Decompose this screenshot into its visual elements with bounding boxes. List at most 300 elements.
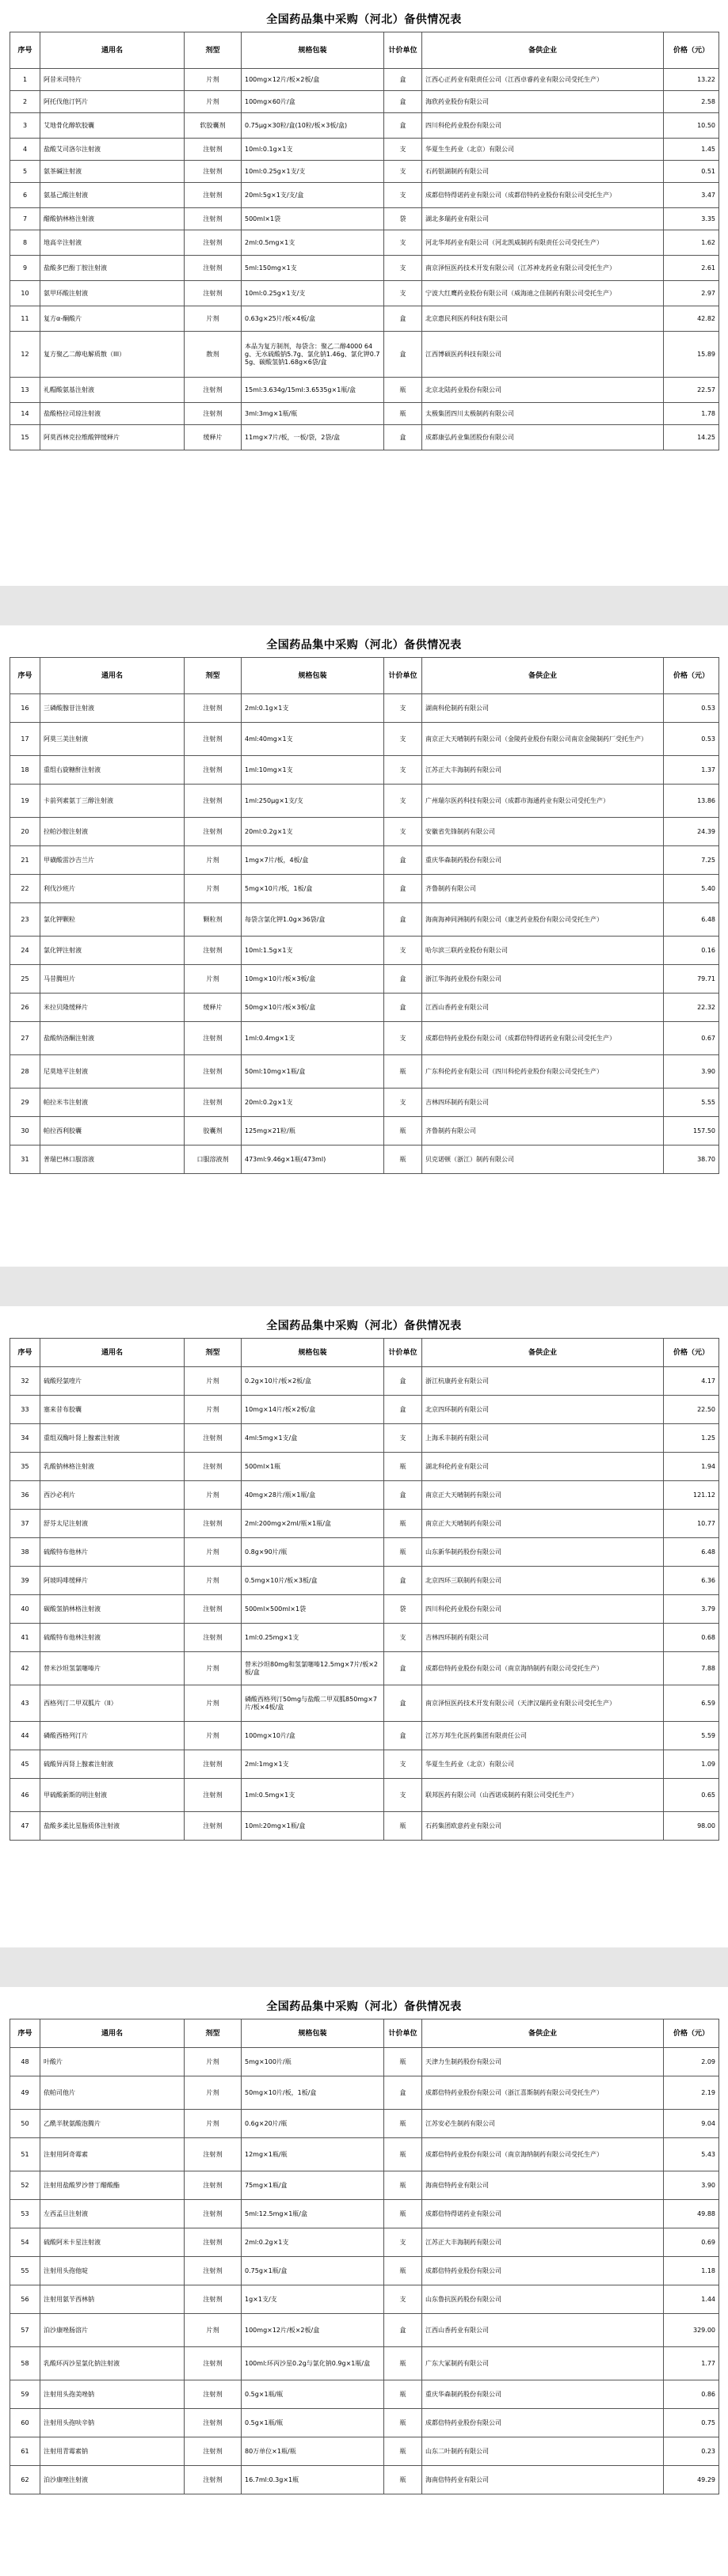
- cell-spec: 0.6g×20片/瓶: [242, 2110, 384, 2138]
- table-row: [10, 230, 719, 256]
- cell-form: 片剂: [185, 965, 242, 994]
- cell-form: 软胶囊剂: [185, 113, 242, 139]
- cell-spec: 1ml:250μg×1支/支: [242, 785, 384, 818]
- cell-price: 98.00: [664, 1812, 719, 1841]
- cell-price: 24.39: [664, 818, 719, 846]
- cell-spec: 10ml:20mg×1瓶/盒: [242, 1812, 384, 1841]
- cell-company: 石药集团欧意药业有限公司: [422, 1812, 664, 1841]
- cell-spec: 1ml:0.5mg×1支: [242, 1779, 384, 1812]
- cell-unit: 支: [384, 1750, 422, 1779]
- cell-name: 硫酸羟氯喹片: [40, 1367, 185, 1396]
- table-row: [10, 1779, 719, 1812]
- cell-unit: 盒: [384, 69, 422, 91]
- table-row: [10, 2200, 719, 2228]
- cell-no: 32: [10, 1367, 40, 1396]
- cell-company: 北京北陆药业股份有限公司: [422, 378, 664, 403]
- column-header-unit: 计价单位: [384, 2019, 422, 2048]
- cell-name: 泊沙康唑肠溶片: [40, 2314, 185, 2347]
- cell-no: 60: [10, 2409, 40, 2437]
- cell-name: 帕拉米韦注射液: [40, 1089, 185, 1117]
- cell-name: 盐酸艾司洛尔注射液: [40, 139, 185, 161]
- table-row: [10, 1146, 719, 1174]
- cell-name: 氯化钾颗粒: [40, 903, 185, 937]
- table-row: [10, 785, 719, 818]
- cell-price: 1.25: [664, 1424, 719, 1453]
- cell-form: 注射剂: [185, 1022, 242, 1055]
- cell-unit: 盒: [384, 994, 422, 1022]
- cell-spec: 100mg×12片/板×2板/盒: [242, 2314, 384, 2347]
- column-header-name: 通用名: [40, 1339, 185, 1367]
- cell-no: 12: [10, 332, 40, 378]
- column-header-price: 价格（元）: [664, 2019, 719, 2048]
- cell-price: 0.16: [664, 937, 719, 965]
- cell-name: 米拉贝隆缓释片: [40, 994, 185, 1022]
- cell-form: 注射剂: [185, 1779, 242, 1812]
- table-row: [10, 1510, 719, 1538]
- cell-name: 碳酸氢钠林格注射液: [40, 1595, 185, 1624]
- cell-no: 56: [10, 2285, 40, 2314]
- cell-form: 注射剂: [185, 183, 242, 208]
- cell-spec: 100mg×60片/盒: [242, 91, 384, 113]
- cell-form: 注射剂: [185, 2200, 242, 2228]
- cell-no: 58: [10, 2347, 40, 2380]
- cell-company: 成都倍特得诺药业有限公司（成都倍特药业股份有限公司受托生产）: [422, 183, 664, 208]
- cell-unit: 瓶: [384, 2138, 422, 2171]
- cell-spec: 20ml:0.2g×1支: [242, 1089, 384, 1117]
- cell-form: 片剂: [185, 69, 242, 91]
- cell-company: 成都倍特药业股份有限公司（南京海纳制药有限公司受托生产）: [422, 1652, 664, 1685]
- cell-form: 注射剂: [185, 2228, 242, 2257]
- cell-company: 山东鲁抗医药股份有限公司: [422, 2285, 664, 2314]
- cell-unit: 瓶: [384, 2466, 422, 2494]
- cell-name: 阿坡吗啡缓释片: [40, 1567, 185, 1595]
- cell-price: 13.22: [664, 69, 719, 91]
- cell-no: 21: [10, 846, 40, 875]
- table-row: [10, 965, 719, 994]
- cell-spec: 80万单位×1瓶/瓶: [242, 2437, 384, 2466]
- cell-name: 拉帕沙胺注射液: [40, 818, 185, 846]
- cell-spec: 500ml×500ml×1袋: [242, 1595, 384, 1624]
- cell-price: 121.12: [664, 1481, 719, 1510]
- cell-unit: 盒: [384, 875, 422, 903]
- cell-name: 艾地骨化醇软胶囊: [40, 113, 185, 139]
- cell-no: 30: [10, 1117, 40, 1146]
- cell-no: 61: [10, 2437, 40, 2466]
- cell-name: 注射用氨苄西林钠: [40, 2285, 185, 2314]
- column-header-price: 价格（元）: [664, 1339, 719, 1367]
- cell-company: 南京正大天晴制药有限公司: [422, 1481, 664, 1510]
- table-row: [10, 1624, 719, 1652]
- cell-unit: 盒: [384, 113, 422, 139]
- cell-no: 48: [10, 2048, 40, 2076]
- cell-no: 39: [10, 1567, 40, 1595]
- cell-no: 8: [10, 230, 40, 256]
- cell-company: 山东新华制药股份有限公司: [422, 1538, 664, 1567]
- cell-name: 地高辛注射液: [40, 230, 185, 256]
- cell-price: 14.25: [664, 425, 719, 450]
- cell-price: 15.89: [664, 332, 719, 378]
- table-row: [10, 332, 719, 378]
- cell-price: 9.04: [664, 2110, 719, 2138]
- cell-no: 53: [10, 2200, 40, 2228]
- cell-price: 5.55: [664, 1089, 719, 1117]
- cell-spec: 0.75μg×30粒/盒(10粒/板×3板/盒): [242, 113, 384, 139]
- cell-price: 6.36: [664, 1567, 719, 1595]
- column-header-company: 备供企业: [422, 658, 664, 694]
- table-row: [10, 1722, 719, 1750]
- cell-unit: 盒: [384, 425, 422, 450]
- cell-spec: 0.75g×1瓶/盒: [242, 2257, 384, 2285]
- cell-unit: 瓶: [384, 2380, 422, 2409]
- cell-form: 颗粒剂: [185, 903, 242, 937]
- cell-unit: 支: [384, 1779, 422, 1812]
- column-header-name: 通用名: [40, 32, 185, 69]
- cell-company: 华夏生生药业（北京）有限公司: [422, 139, 664, 161]
- cell-unit: 支: [384, 2285, 422, 2314]
- cell-form: 注射剂: [185, 2285, 242, 2314]
- cell-price: 79.71: [664, 965, 719, 994]
- cell-spec: 0.63g×25片/板×4板/盒: [242, 306, 384, 332]
- cell-spec: 5ml:150mg×1支: [242, 256, 384, 281]
- cell-company: 北京惠民利医药科技有限公司: [422, 306, 664, 332]
- cell-price: 0.67: [664, 1022, 719, 1055]
- column-header-unit: 计价单位: [384, 658, 422, 694]
- cell-unit: 瓶: [384, 1538, 422, 1567]
- cell-price: 3.35: [664, 208, 719, 230]
- cell-form: 注射剂: [185, 2437, 242, 2466]
- cell-no: 18: [10, 756, 40, 785]
- cell-price: 49.29: [664, 2466, 719, 2494]
- cell-form: 注射剂: [185, 403, 242, 425]
- cell-spec: 4ml:40mg×1支: [242, 723, 384, 756]
- cell-price: 49.88: [664, 2200, 719, 2228]
- cell-form: 注射剂: [185, 1510, 242, 1538]
- cell-name: 乙酰半胱氨酸泡腾片: [40, 2110, 185, 2138]
- cell-name: 硫酸阿米卡星注射液: [40, 2228, 185, 2257]
- cell-form: 注射剂: [185, 1089, 242, 1117]
- cell-form: 缓释片: [185, 425, 242, 450]
- cell-no: 40: [10, 1595, 40, 1624]
- column-header-no: 序号: [10, 658, 40, 694]
- cell-spec: 1mg×7片/板，4板/盒: [242, 846, 384, 875]
- cell-no: 6: [10, 183, 40, 208]
- cell-form: 注射剂: [185, 785, 242, 818]
- cell-form: 注射剂: [185, 139, 242, 161]
- cell-company: 江苏万邦生化医药集团有限责任公司: [422, 1722, 664, 1750]
- cell-price: 0.75: [664, 2409, 719, 2437]
- table-row: [10, 903, 719, 937]
- column-header-price: 价格（元）: [664, 32, 719, 69]
- cell-company: 成都倍特药业股份有限公司（南京海纳制药有限公司受托生产）: [422, 2138, 664, 2171]
- cell-spec: 100ml:环丙沙星0.2g与氯化钠0.9g×1瓶/盒: [242, 2347, 384, 2380]
- cell-spec: 0.5mg×10片/板×3板/盒: [242, 1567, 384, 1595]
- cell-company: 南京泽恒医药技术开发有限公司（天津汉瑞药业有限公司受托生产）: [422, 1685, 664, 1722]
- cell-company: 湖北科伦药业有限公司: [422, 1453, 664, 1481]
- table-row: [10, 1424, 719, 1453]
- page-divider: [0, 1267, 728, 1306]
- cell-name: 注射用头孢美唑钠: [40, 2380, 185, 2409]
- cell-company: 齐鲁制药有限公司: [422, 875, 664, 903]
- cell-company: 北京四环制药有限公司: [422, 1396, 664, 1424]
- cell-spec: 11mg×7片/板，一板/袋，2袋/盒: [242, 425, 384, 450]
- cell-no: 34: [10, 1424, 40, 1453]
- cell-name: 西沙必利片: [40, 1481, 185, 1510]
- cell-form: 注射剂: [185, 256, 242, 281]
- cell-no: 15: [10, 425, 40, 450]
- cell-spec: 每袋含氯化钾1.0g×36袋/盒: [242, 903, 384, 937]
- supply-table: [10, 32, 719, 450]
- cell-company: 成都倍特得诺药业有限公司: [422, 2200, 664, 2228]
- cell-unit: 盒: [384, 306, 422, 332]
- cell-name: 硫酸特布他林片: [40, 1538, 185, 1567]
- cell-name: 阿莫三美注射液: [40, 723, 185, 756]
- table-row: [10, 2076, 719, 2110]
- cell-price: 22.57: [664, 378, 719, 403]
- cell-name: 马昔腾坦片: [40, 965, 185, 994]
- cell-no: 41: [10, 1624, 40, 1652]
- cell-form: 注射剂: [185, 1624, 242, 1652]
- table-section: [0, 1306, 728, 1947]
- cell-company: 北京四环三联制药有限公司: [422, 1567, 664, 1595]
- column-header-price: 价格（元）: [664, 658, 719, 694]
- cell-spec: 0.8g×90片/瓶: [242, 1538, 384, 1567]
- cell-unit: 盒: [384, 1396, 422, 1424]
- table-row: [10, 281, 719, 306]
- cell-no: 25: [10, 965, 40, 994]
- cell-price: 3.90: [664, 1055, 719, 1089]
- cell-price: 22.50: [664, 1396, 719, 1424]
- cell-form: 片剂: [185, 1481, 242, 1510]
- cell-no: 29: [10, 1089, 40, 1117]
- table-row: [10, 2138, 719, 2171]
- cell-price: 1.45: [664, 139, 719, 161]
- cell-company: 海南海神同洲制药有限公司（康芝药业股份有限公司受托生产）: [422, 903, 664, 937]
- cell-name: 盐酸多柔比星脂质体注射液: [40, 1812, 185, 1841]
- cell-company: 江苏正大丰海制药有限公司: [422, 756, 664, 785]
- cell-name: 西格列汀二甲双胍片（II）: [40, 1685, 185, 1722]
- table-row: [10, 1652, 719, 1685]
- cell-spec: 2ml:0.5mg×1支: [242, 230, 384, 256]
- cell-price: 4.17: [664, 1367, 719, 1396]
- cell-spec: 1ml:10mg×1支: [242, 756, 384, 785]
- column-header-unit: 计价单位: [384, 32, 422, 69]
- cell-form: 片剂: [185, 1538, 242, 1567]
- table-row: [10, 1595, 719, 1624]
- cell-spec: 4ml:5mg×1支/盒: [242, 1424, 384, 1453]
- cell-spec: 500ml×1瓶: [242, 1453, 384, 1481]
- section-title: 全国药品集中采购（河北）备供情况表: [266, 1320, 462, 1332]
- cell-no: 46: [10, 1779, 40, 1812]
- cell-spec: 5ml:12.5mg×1瓶/盒: [242, 2200, 384, 2228]
- cell-form: 注射剂: [185, 230, 242, 256]
- cell-spec: 15ml:3.634g/15ml:3.6535g×1瓶/盒: [242, 378, 384, 403]
- cell-spec: 0.2g×10片/板×2板/盒: [242, 1367, 384, 1396]
- column-header-no: 序号: [10, 2019, 40, 2048]
- cell-form: 注射剂: [185, 723, 242, 756]
- cell-price: 2.58: [664, 91, 719, 113]
- cell-name: 注射用青霉素钠: [40, 2437, 185, 2466]
- cell-spec: 50ml:10mg×1瓶/盒: [242, 1055, 384, 1089]
- table-row: [10, 91, 719, 113]
- cell-unit: 盒: [384, 1567, 422, 1595]
- column-header-form: 剂型: [185, 2019, 242, 2048]
- cell-form: 片剂: [185, 1652, 242, 1685]
- cell-unit: 瓶: [384, 2200, 422, 2228]
- cell-price: 1.44: [664, 2285, 719, 2314]
- cell-no: 36: [10, 1481, 40, 1510]
- cell-form: 注射剂: [185, 1595, 242, 1624]
- cell-unit: 支: [384, 1424, 422, 1453]
- cell-spec: 替米沙坦80mg和氢氯噻嗪12.5mg×7片/板×2板/盒: [242, 1652, 384, 1685]
- cell-price: 0.51: [664, 161, 719, 183]
- table-row: [10, 1481, 719, 1510]
- cell-name: 普瑞巴林口服溶液: [40, 1146, 185, 1174]
- cell-price: 10.50: [664, 113, 719, 139]
- cell-spec: 2ml:0.2g×1支: [242, 2228, 384, 2257]
- cell-no: 10: [10, 281, 40, 306]
- table-row: [10, 818, 719, 846]
- cell-price: 5.59: [664, 1722, 719, 1750]
- cell-no: 51: [10, 2138, 40, 2171]
- cell-no: 57: [10, 2314, 40, 2347]
- cell-name: 磷酸西格列汀片: [40, 1722, 185, 1750]
- cell-price: 13.86: [664, 785, 719, 818]
- cell-price: 1.18: [664, 2257, 719, 2285]
- cell-name: 注射用头孢他啶: [40, 2257, 185, 2285]
- cell-form: 注射剂: [185, 2347, 242, 2380]
- cell-no: 5: [10, 161, 40, 183]
- cell-spec: 1g×1支/支: [242, 2285, 384, 2314]
- cell-name: 醋酸钠林格注射液: [40, 208, 185, 230]
- column-header-no: 序号: [10, 1339, 40, 1367]
- cell-spec: 100mg×12片/板×2板/盒: [242, 69, 384, 91]
- cell-name: 礼帽酸氨基注射液: [40, 378, 185, 403]
- cell-spec: 473ml:9.46g×1瓶(473ml): [242, 1146, 384, 1174]
- cell-no: 17: [10, 723, 40, 756]
- cell-name: 硫酸异丙肾上腺素注射液: [40, 1750, 185, 1779]
- cell-unit: 瓶: [384, 1055, 422, 1089]
- cell-price: 7.88: [664, 1652, 719, 1685]
- cell-no: 24: [10, 937, 40, 965]
- table-row: [10, 2314, 719, 2347]
- table-header-row: [10, 658, 719, 694]
- table-row: [10, 2228, 719, 2257]
- cell-company: 江西博硕医药科技有限公司: [422, 332, 664, 378]
- cell-name: 利伐沙班片: [40, 875, 185, 903]
- cell-company: 安徽省先锋制药有限公司: [422, 818, 664, 846]
- cell-no: 4: [10, 139, 40, 161]
- cell-name: 注射用盐酸罗沙替丁醋酸酯: [40, 2171, 185, 2200]
- cell-price: 3.90: [664, 2171, 719, 2200]
- cell-price: 42.82: [664, 306, 719, 332]
- cell-price: 0.53: [664, 694, 719, 723]
- cell-price: 1.37: [664, 756, 719, 785]
- cell-name: 卡前列素氨丁三醇注射液: [40, 785, 185, 818]
- table-row: [10, 1538, 719, 1567]
- cell-company: 四川科伦药业股份有限公司: [422, 113, 664, 139]
- cell-form: 注射剂: [185, 161, 242, 183]
- cell-form: 片剂: [185, 846, 242, 875]
- cell-unit: 瓶: [384, 403, 422, 425]
- cell-price: 3.79: [664, 1595, 719, 1624]
- column-header-name: 通用名: [40, 2019, 185, 2048]
- cell-spec: 50mg×10片/板×3板/盒: [242, 994, 384, 1022]
- cell-company: 成都倍特药业股份有限公司（浙江喜斯制药有限公司受托生产）: [422, 2076, 664, 2110]
- cell-price: 22.32: [664, 994, 719, 1022]
- cell-price: 5.43: [664, 2138, 719, 2171]
- cell-price: 7.25: [664, 846, 719, 875]
- cell-price: 2.61: [664, 256, 719, 281]
- cell-spec: 10ml:1.5g×1支: [242, 937, 384, 965]
- cell-no: 35: [10, 1453, 40, 1481]
- cell-unit: 支: [384, 1089, 422, 1117]
- table-row: [10, 403, 719, 425]
- table-row: [10, 994, 719, 1022]
- table-row: [10, 1055, 719, 1089]
- cell-form: 注射剂: [185, 818, 242, 846]
- cell-company: 山东二叶制药有限公司: [422, 2437, 664, 2466]
- cell-unit: 瓶: [384, 2171, 422, 2200]
- cell-form: 片剂: [185, 875, 242, 903]
- table-row: [10, 113, 719, 139]
- cell-company: 宁波大红鹰药业股份有限公司（威海迪之佳制药有限公司受托生产）: [422, 281, 664, 306]
- cell-company: 南京正大天晴制药有限公司: [422, 1510, 664, 1538]
- table-row: [10, 2257, 719, 2285]
- cell-price: 0.65: [664, 1779, 719, 1812]
- cell-no: 62: [10, 2466, 40, 2494]
- cell-price: 1.09: [664, 1750, 719, 1779]
- cell-unit: 盒: [384, 91, 422, 113]
- cell-price: 1.94: [664, 1453, 719, 1481]
- cell-form: 注射剂: [185, 2380, 242, 2409]
- cell-price: 0.53: [664, 723, 719, 756]
- cell-unit: 盒: [384, 332, 422, 378]
- cell-company: 海南倍特药业有限公司: [422, 2466, 664, 2494]
- cell-unit: 支: [384, 756, 422, 785]
- cell-no: 37: [10, 1510, 40, 1538]
- cell-form: 片剂: [185, 1567, 242, 1595]
- cell-unit: 盒: [384, 2076, 422, 2110]
- cell-no: 43: [10, 1685, 40, 1722]
- cell-company: 天津力生制药股份有限公司: [422, 2048, 664, 2076]
- cell-name: 硫酸特布他林注射液: [40, 1624, 185, 1652]
- table-section: [0, 625, 728, 1267]
- table-section: [0, 0, 728, 586]
- cell-no: 19: [10, 785, 40, 818]
- cell-no: 38: [10, 1538, 40, 1567]
- cell-price: 5.40: [664, 875, 719, 903]
- cell-form: 注射剂: [185, 2171, 242, 2200]
- table-row: [10, 161, 719, 183]
- cell-name: 注射用头孢呋辛钠: [40, 2409, 185, 2437]
- cell-form: 片剂: [185, 1367, 242, 1396]
- cell-form: 注射剂: [185, 281, 242, 306]
- cell-company: 湖北多瑞药业有限公司: [422, 208, 664, 230]
- cell-no: 45: [10, 1750, 40, 1779]
- cell-no: 27: [10, 1022, 40, 1055]
- cell-name: 塞来昔布胶囊: [40, 1396, 185, 1424]
- cell-form: 片剂: [185, 1722, 242, 1750]
- table-header-row: [10, 1339, 719, 1367]
- cell-unit: 瓶: [384, 2409, 422, 2437]
- cell-unit: 盒: [384, 1722, 422, 1750]
- cell-spec: 本品为复方制剂，每袋含：聚乙二醇4000 64g、无水硫酸钠5.7g、氯化钠1.46g、氯化钾0.75g、碳酸氢钠1.68g×6袋/盒: [242, 332, 384, 378]
- cell-unit: 盒: [384, 2314, 422, 2347]
- cell-no: 59: [10, 2380, 40, 2409]
- column-header-company: 备供企业: [422, 1339, 664, 1367]
- cell-price: 1.62: [664, 230, 719, 256]
- cell-unit: 瓶: [384, 2110, 422, 2138]
